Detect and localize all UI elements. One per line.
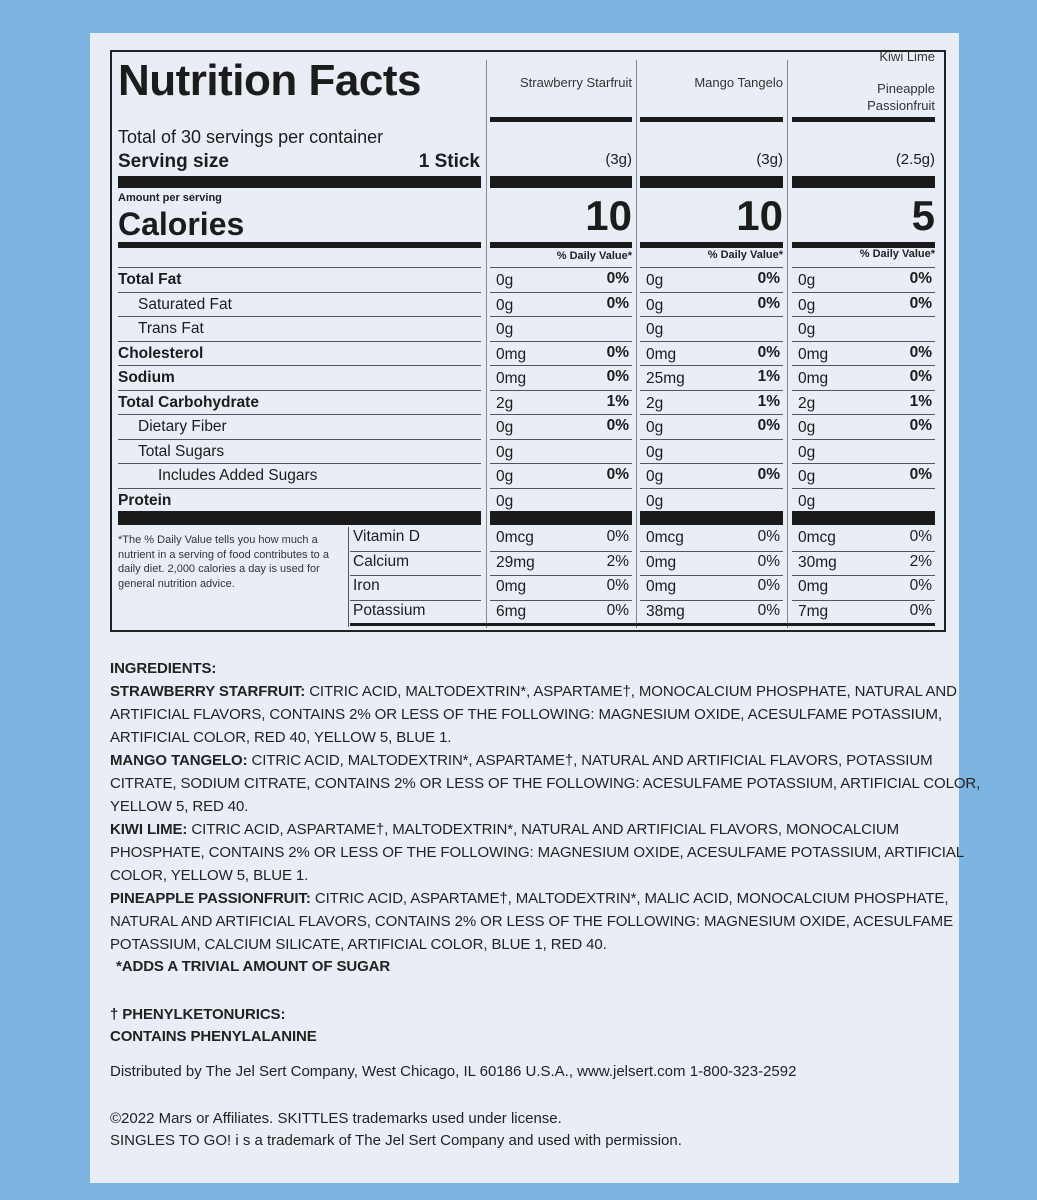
nutrient-amount: 0g: [646, 272, 664, 289]
row-divider: [640, 414, 783, 415]
ingredient-line: [110, 887, 980, 910]
row-divider: [118, 488, 481, 489]
row-divider: [118, 365, 481, 366]
vitamin-percent: 0%: [757, 602, 780, 619]
calories-value: 10: [736, 192, 783, 239]
row-divider: [490, 463, 632, 464]
flavor-ingredient-name: STRAWBERRY STARFRUIT:: [110, 683, 306, 700]
serving-weight: (3g): [756, 151, 783, 168]
vitamin-percent: 0%: [606, 577, 629, 594]
vitamin-amount: 0mcg: [646, 529, 684, 546]
row-divider: [118, 341, 481, 342]
row-divider: [490, 365, 632, 366]
row-divider: [792, 292, 935, 293]
nutrient-percent: 0%: [909, 417, 932, 434]
nutrient-percent: 1%: [757, 393, 780, 410]
thick-rule: [640, 511, 783, 525]
flavor-name: Strawberry Starfruit: [520, 75, 632, 90]
vitamin-amount: 0mcg: [798, 529, 836, 546]
ingredient-line: [110, 841, 980, 864]
row-divider: [640, 316, 783, 317]
calories-value: 5: [911, 192, 935, 239]
nutrient-amount: 0g: [496, 272, 514, 289]
nutrient-label: Cholesterol: [118, 345, 204, 362]
nutrient-amount: 0g: [798, 321, 816, 338]
row-divider: [640, 600, 783, 601]
ingredient-line: [110, 933, 980, 956]
row-divider: [640, 488, 783, 489]
vitamin-amount: 38mg: [646, 603, 685, 620]
row-divider: [490, 575, 632, 576]
vitamin-percent: 2%: [909, 553, 932, 570]
medium-rule: [118, 242, 481, 248]
nutrient-percent: 0%: [606, 344, 629, 361]
servings-per-container: Total of 30 servings per container: [118, 127, 384, 147]
nutrient-amount: 0mg: [798, 370, 829, 387]
row-divider: [792, 316, 935, 317]
ingredient-text: POTASSIUM, CALCIUM SILICATE, ARTIFICIAL COLOR, BLUE 1, RED 40.: [110, 936, 607, 953]
nutrient-percent: 0%: [606, 270, 629, 287]
nutrient-label: Total Sugars: [138, 443, 225, 460]
ingredient-text: CITRATE, SODIUM CITRATE, CONTAINS 2% OR LESS OF THE FOLLOWING: ACESULFAME POTASSIUM, ARTIFICIAL COLOR,: [110, 775, 981, 792]
row-divider: [640, 439, 783, 440]
vitamin-amount: 7mg: [798, 603, 829, 620]
nutrient-amount: 0g: [798, 272, 816, 289]
nutrient-percent: 0%: [909, 466, 932, 483]
row-divider: [640, 267, 783, 268]
row-divider: [792, 390, 935, 391]
row-divider: [490, 414, 632, 415]
row-divider: [490, 292, 632, 293]
serving-size-label: Serving size: [118, 151, 229, 172]
nutrient-amount: 0g: [646, 297, 664, 314]
vitamin-percent: 0%: [606, 602, 629, 619]
vitamin-amount: 0mg: [798, 578, 829, 595]
row-divider: [490, 267, 632, 268]
nutrient-percent: 0%: [606, 295, 629, 312]
nutrition-title: Nutrition Facts: [118, 56, 421, 105]
nutrient-amount: 0g: [646, 468, 664, 485]
vitamin-percent: 0%: [757, 553, 780, 570]
vitamin-amount: 0mg: [646, 578, 677, 595]
thick-rule: [792, 176, 935, 188]
thick-rule: [792, 511, 935, 525]
vitamin-percent: 0%: [606, 528, 629, 545]
pku-contains: CONTAINS PHENYLALANINE: [110, 1028, 317, 1045]
ingredient-text: PHOSPHATE, CONTAINS 2% OR LESS OF THE FOLLOWING: MAGNESIUM OXIDE, ACESULFAME POTASSIUM, ARTIFICIAL: [110, 844, 964, 861]
header-rule: [490, 117, 632, 122]
flavor-ingredient-name: MANGO TANGELO:: [110, 752, 248, 769]
daily-value-header: % Daily Value*: [556, 250, 632, 262]
row-divider: [118, 292, 481, 293]
vitamin-amount: 0mcg: [496, 529, 534, 546]
ingredient-line: [110, 864, 980, 887]
nutrient-amount: 0g: [798, 444, 816, 461]
nutrient-label: Sodium: [118, 369, 175, 386]
row-divider: [118, 414, 481, 415]
vitamin-label: Calcium: [353, 553, 409, 570]
header-rule: [792, 117, 935, 122]
copyright-line: ©2022 Mars or Affiliates. SKITTLES trademarks used under license.: [110, 1110, 562, 1127]
nutrient-amount: 0g: [798, 297, 816, 314]
row-divider: [792, 551, 935, 552]
daily-value-footnote: *The % Daily Value tells you how much a nutrient in a serving of food contributes to a daily diet. 2,000 calories a day is used for general nutrition advice.: [118, 534, 329, 590]
vitamin-percent: 0%: [909, 577, 932, 594]
ingredient-line: [110, 703, 980, 726]
sugar-note: *ADDS A TRIVIAL AMOUNT OF SUGAR: [116, 958, 391, 975]
row-divider: [118, 463, 481, 464]
nutrient-label: Total Fat: [118, 271, 182, 288]
row-divider: [792, 439, 935, 440]
ingredient-entry: [110, 680, 980, 749]
nutrient-amount: 2g: [798, 395, 816, 412]
ingredient-text: CITRIC ACID, MALTODEXTRIN*, ASPARTAME†, MONOCALCIUM PHOSPHATE, NATURAL AND: [305, 683, 957, 700]
pku-warning: † PHENYLKETONURICS:: [110, 1006, 286, 1023]
row-divider: [792, 575, 935, 576]
ingredient-line: [110, 726, 980, 749]
ingredient-text: CITRIC ACID, ASPARTAME†, MALTODEXTRIN*, MALIC ACID, MONOCALCIUM PHOSPHATE,: [310, 890, 949, 907]
medium-rule: [640, 242, 783, 248]
nutrient-percent: 0%: [909, 368, 932, 385]
nutrient-percent: 1%: [606, 393, 629, 410]
nutrient-label: Saturated Fat: [138, 296, 232, 313]
nutrient-amount: 0mg: [496, 370, 527, 387]
row-divider: [490, 551, 632, 552]
nutrient-percent: 1%: [757, 368, 780, 385]
vitamin-percent: 0%: [909, 528, 932, 545]
nutrient-amount: 25mg: [646, 370, 685, 387]
nutrient-percent: 0%: [606, 417, 629, 434]
ingredient-text: CITRIC ACID, ASPARTAME†, MALTODEXTRIN*, NATURAL AND ARTIFICIAL FLAVORS, MONOCALCIUM: [187, 821, 900, 838]
row-divider: [792, 463, 935, 464]
row-divider: [640, 390, 783, 391]
nutrient-amount: 0mg: [798, 346, 829, 363]
row-divider: [792, 341, 935, 342]
row-divider: [640, 292, 783, 293]
ingredient-line: [110, 795, 980, 818]
nutrient-amount: 0mg: [646, 346, 677, 363]
vitamin-label: Potassium: [353, 602, 426, 619]
nutrient-percent: 0%: [757, 417, 780, 434]
vitamin-percent: 2%: [606, 553, 629, 570]
row-divider: [640, 365, 783, 366]
vitamin-amount: 0mg: [646, 554, 677, 571]
nutrient-label: Dietary Fiber: [138, 418, 227, 435]
ingredient-entry: [110, 749, 980, 818]
nutrient-percent: 0%: [757, 344, 780, 361]
row-divider: [118, 439, 481, 440]
ingredients-heading: INGREDIENTS:: [110, 660, 217, 677]
vitamin-percent: 0%: [909, 602, 932, 619]
nutrient-amount: 2g: [496, 395, 514, 412]
vitamin-percent: 0%: [757, 577, 780, 594]
row-divider: [350, 600, 481, 601]
row-divider: [792, 600, 935, 601]
flavor-ingredient-name: PINEAPPLE PASSIONFRUIT:: [110, 890, 311, 907]
amount-per-serving: Amount per serving: [118, 192, 222, 204]
row-divider: [640, 341, 783, 342]
nutrient-percent: 0%: [909, 295, 932, 312]
nutrient-amount: 0g: [496, 444, 514, 461]
vitamin-amount: 6mg: [496, 603, 527, 620]
ingredient-line: [110, 749, 980, 772]
nutrient-amount: 0g: [496, 297, 514, 314]
vitamin-label: Iron: [353, 577, 380, 594]
thick-rule: [490, 176, 632, 188]
thick-rule: [118, 511, 481, 525]
vitamin-amount: 30mg: [798, 554, 837, 571]
row-divider: [490, 316, 632, 317]
ingredient-text: ARTIFICIAL COLOR, RED 40, YELLOW 5, BLUE 1.: [110, 729, 452, 746]
medium-rule: [490, 242, 632, 248]
nutrient-amount: 0g: [646, 493, 664, 510]
nutrient-amount: 0g: [798, 419, 816, 436]
row-divider: [118, 316, 481, 317]
ingredient-text: CITRIC ACID, MALTODEXTRIN*, ASPARTAME†, NATURAL AND ARTIFICIAL FLAVORS, POTASSIUM: [247, 752, 933, 769]
thick-rule: [640, 176, 783, 188]
flavor-ingredient-name: KIWI LIME:: [110, 821, 188, 838]
ingredient-text: COLOR, YELLOW 5, BLUE 1.: [110, 867, 309, 884]
serving-weight: (2.5g): [895, 151, 935, 168]
row-divider: [640, 575, 783, 576]
ingredient-text: YELLOW 5, RED 40.: [110, 798, 249, 815]
serving-size-value: 1 Stick: [418, 151, 480, 172]
row-divider: [792, 414, 935, 415]
nutrient-amount: 0g: [646, 444, 664, 461]
row-divider: [350, 551, 481, 552]
ingredient-entry: [110, 818, 980, 887]
nutrient-amount: 0g: [798, 493, 816, 510]
nutrient-percent: 0%: [606, 368, 629, 385]
ingredient-line: [110, 680, 980, 703]
ingredients-list: [110, 680, 980, 956]
nutrient-amount: 0g: [496, 468, 514, 485]
row-divider: [350, 575, 481, 576]
nutrient-amount: 2g: [646, 395, 664, 412]
nutrient-amount: 0g: [496, 493, 514, 510]
nutrient-percent: 0%: [606, 466, 629, 483]
vitamin-percent: 0%: [757, 528, 780, 545]
row-divider: [118, 267, 481, 268]
distributor-info: Distributed by The Jel Sert Company, West Chicago, IL 60186 U.S.A., www.jelsert.com 1-800-323-2592: [110, 1063, 797, 1080]
daily-value-header: % Daily Value*: [859, 248, 935, 260]
row-divider: [118, 390, 481, 391]
nutrient-label: Protein: [118, 492, 172, 509]
ingredient-line: [110, 910, 980, 933]
row-divider: [490, 341, 632, 342]
nutrient-amount: 0g: [798, 468, 816, 485]
row-divider: [490, 439, 632, 440]
row-divider: [490, 488, 632, 489]
column-divider: [636, 60, 637, 628]
nutrient-label: Total Carbohydrate: [118, 394, 259, 411]
nutrient-amount: 0g: [496, 419, 514, 436]
vitamin-label: Vitamin D: [353, 528, 420, 545]
row-divider: [490, 390, 632, 391]
nutrient-amount: 0g: [496, 321, 514, 338]
column-divider: [787, 60, 788, 628]
ingredient-line: [110, 818, 980, 841]
row-divider: [792, 365, 935, 366]
nutrient-percent: 1%: [909, 393, 932, 410]
nutrient-amount: 0mg: [496, 346, 527, 363]
daily-value-header: % Daily Value*: [707, 249, 783, 261]
column-divider: [348, 527, 349, 627]
trademark-line: SINGLES TO GO! i s a trademark of The Jel Sert Company and used with permission.: [110, 1132, 682, 1149]
serving-weight: (3g): [605, 151, 632, 168]
row-divider: [792, 267, 935, 268]
vitamin-amount: 0mg: [496, 578, 527, 595]
nutrient-percent: 0%: [757, 466, 780, 483]
row-divider: [640, 551, 783, 552]
nutrient-label: Trans Fat: [138, 320, 204, 337]
nutrient-label: Includes Added Sugars: [158, 467, 318, 484]
nutrient-percent: 0%: [757, 295, 780, 312]
row-divider: [640, 463, 783, 464]
nutrient-percent: 0%: [909, 270, 932, 287]
calories-value: 10: [585, 192, 632, 239]
nutrient-percent: 0%: [909, 344, 932, 361]
bottom-rule: [350, 623, 935, 626]
thick-rule: [118, 176, 481, 188]
flavor-name: Mango Tangelo: [694, 75, 783, 90]
thick-rule: [490, 511, 632, 525]
ingredient-text: ARTIFICIAL FLAVORS, CONTAINS 2% OR LESS OF THE FOLLOWING: MAGNESIUM OXIDE, ACESULFAME POTASSIUM,: [110, 706, 942, 723]
calories-label: Calories: [118, 206, 245, 242]
column-divider: [486, 60, 487, 628]
header-rule: [640, 117, 783, 122]
flavor-name: Kiwi Lime: [879, 49, 935, 64]
ingredient-line: [110, 772, 980, 795]
nutrient-amount: 0g: [646, 321, 664, 338]
nutrient-percent: 0%: [757, 270, 780, 287]
row-divider: [490, 600, 632, 601]
ingredient-text: NATURAL AND ARTIFICIAL FLAVORS, CONTAINS 2% OR LESS OF THE FOLLOWING: MAGNESIUM OXIDE, ACESULFAME: [110, 913, 953, 930]
flavor-name: Pineapple Passionfruit: [867, 81, 935, 113]
ingredient-entry: [110, 887, 980, 956]
vitamin-amount: 29mg: [496, 554, 535, 571]
row-divider: [792, 488, 935, 489]
nutrient-amount: 0g: [646, 419, 664, 436]
